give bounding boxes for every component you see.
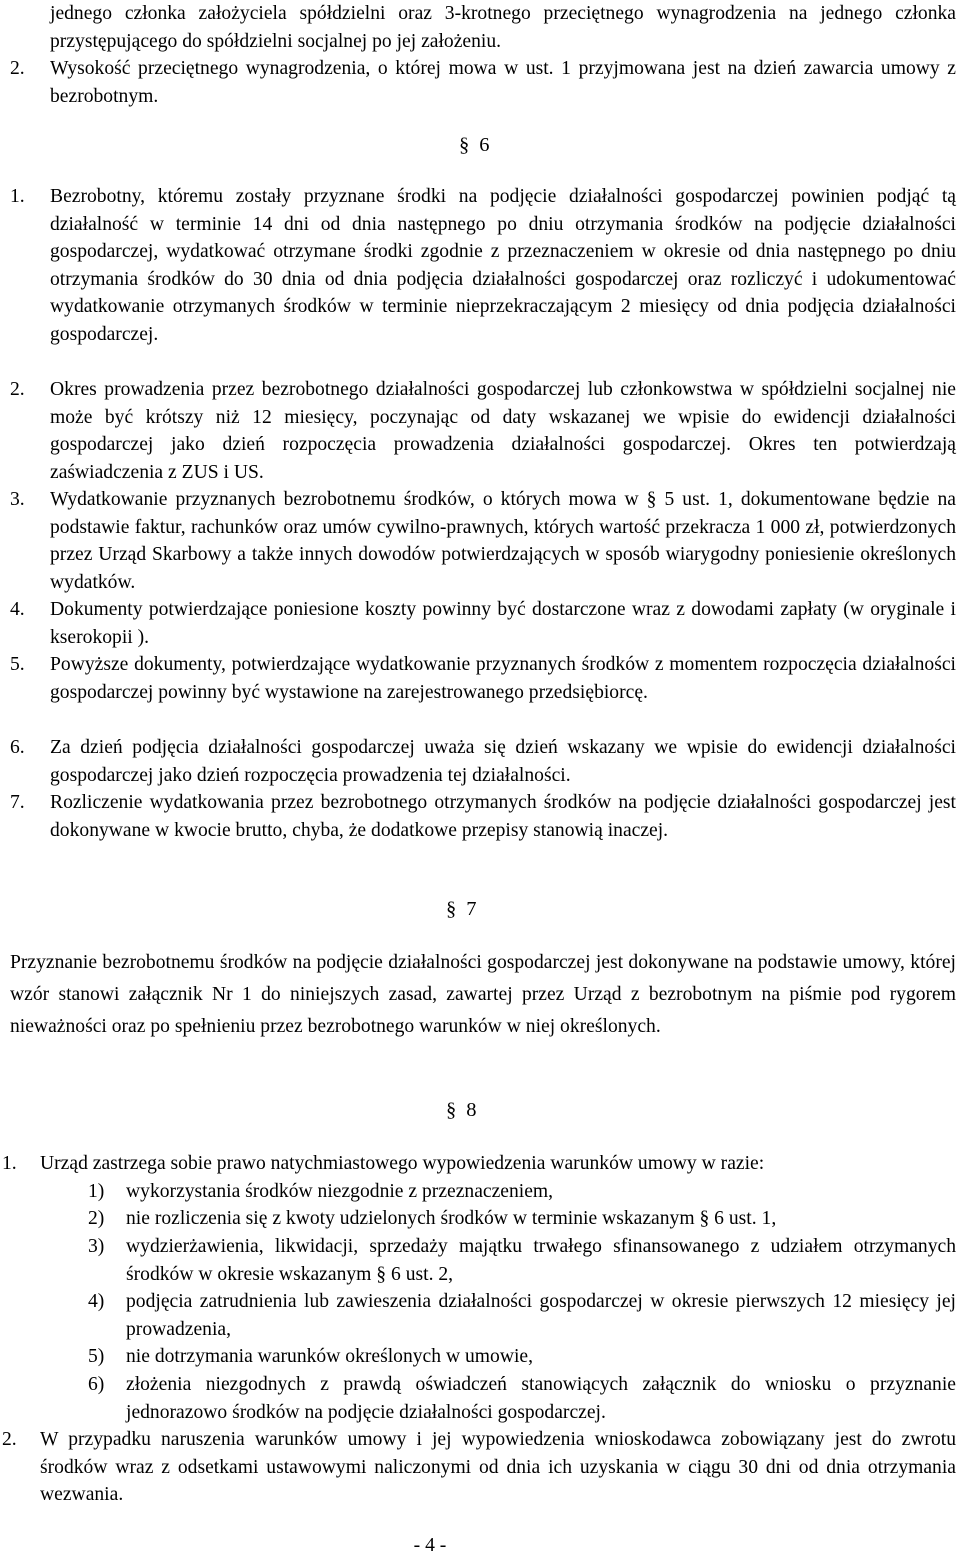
- item-text: Bezrobotny, któremu zostały przyznane środki na podjęcie działalności gospodarczej powinien podjąć tą działalność w terminie 14 dni od dnia następnego po dniu otrzymania środków na podjęcie działalności gospodarczej, wydatkować otrzymane środki zgodnie z przeznaczeniem w okresie od dnia następnego po dniu otrzymania środków do 30 dnia od dnia podjęcia działalności gospodarczej oraz rozliczyć i udokumentować wydatkowanie otrzymanych środków w terminie nieprzekraczającym 2 miesięcy od dnia podjęcia działalności gospodarczej.: [50, 186, 956, 345]
- item-number: 2.: [2, 1429, 17, 1450]
- subitem-number: 1): [88, 1181, 105, 1202]
- section-heading-8: [446, 1097, 477, 1125]
- item-number: 7.: [10, 792, 25, 813]
- subitem-number: 6): [88, 1374, 105, 1395]
- subitem-text: wydzierżawienia, likwidacji, sprzedaży majątku trwałego sfinansowanego z udziałem otrzymanych środków w okresie wskazanym § 6 ust. 2,: [126, 1236, 956, 1285]
- section-heading-7: [446, 896, 477, 924]
- subitem-text: złożenia niezgodnych z prawdą oświadczeń stanowiących załącznik do wniosku o przyznanie jednorazowo środków na podjęcie działalności gospodarczej.: [126, 1374, 956, 1423]
- item-number: 4.: [10, 599, 25, 620]
- item-text: Powyższe dokumenty, potwierdzające wydatkowanie przyznanych środków z momentem rozpoczęcia działalności gospodarczej powinny być wystawione na zarejestrowanego przedsiębiorcę.: [50, 654, 956, 703]
- subitem-number: 5): [88, 1346, 105, 1367]
- section-sign: §: [446, 1099, 457, 1121]
- page-number: - 4 -: [413, 1535, 447, 1556]
- section-number: 6: [479, 134, 490, 156]
- subitem-text: podjęcia zatrudnienia lub zawieszenia działalności gospodarczej w okresie pierwszych 12 miesięcy jej prowadzenia,: [126, 1291, 956, 1340]
- item-number: 1.: [10, 186, 25, 207]
- item-number: 2.: [10, 58, 25, 79]
- item-text: W przypadku naruszenia warunków umowy i jej wypowiedzenia wnioskodawca zobowiązany jest do zwrotu środków wraz z odsetkami ustawowymi naliczonymi od dnia ich uzyskania w ciągu 30 dni od dnia otrzymania wezwania.: [40, 1429, 956, 1505]
- item-text: Wydatkowanie przyznanych bezrobotnemu środków, o których mowa w § 5 ust. 1, dokumentowane będzie na podstawie faktur, rachunków oraz umów cywilno-prawnych, których wartość przekracza 1 000 zł, potwierdzonych przez Urząd Skarbowy a także innych dowodów potwierdzających w sposób wiarygodny poniesienie określonych wydatków.: [50, 489, 956, 593]
- item-text: Rozliczenie wydatkowania przez bezrobotnego otrzymanych środków na podjęcie działalności gospodarczej jest dokonywane w kwocie brutto, chyba, że dodatkowe przepisy stanowią inaczej.: [50, 792, 956, 841]
- subitem-text: nie dotrzymania warunków określonych w umowie,: [126, 1346, 534, 1367]
- item-text: Urząd zastrzega sobie prawo natychmiastowego wypowiedzenia warunków umowy w razie:: [40, 1153, 765, 1174]
- section-heading-6: [459, 132, 490, 160]
- item-number: 1.: [2, 1153, 17, 1174]
- continuation-text: jednego członka założyciela spółdzielni oraz 3-krotnego przeciętnego wynagrodzenia na jednego członka przystępującego do spółdzielni socjalnej po jej założeniu.: [50, 3, 956, 52]
- subitem-number: 3): [88, 1236, 105, 1257]
- item-number: 2.: [10, 379, 25, 400]
- subitem-number: 2): [88, 1208, 105, 1229]
- item-number: 3.: [10, 489, 25, 510]
- section-sign: §: [459, 134, 470, 156]
- section-number: 8: [466, 1099, 477, 1121]
- subitem-text: wykorzystania środków niezgodnie z przeznaczeniem,: [126, 1181, 554, 1202]
- section-number: 7: [466, 898, 477, 920]
- item-number: 5.: [10, 654, 25, 675]
- item-text: Okres prowadzenia przez bezrobotnego działalności gospodarczej lub członkowstwa w spółdzielni socjalnej nie może być krótszy niż 12 miesięcy, poczynając od daty wskazanej we wpisie do ewidencji działalności gospodarczej jako dzień rozpoczęcia prowadzenia działalności gospodarczej. Okres ten potwierdzają zaświadczenia z ZUS i US.: [50, 379, 956, 483]
- item-text: Wysokość przeciętnego wynagrodzenia, o której mowa w ust. 1 przyjmowana jest na dzień zawarcia umowy z bezrobotnym.: [50, 58, 956, 107]
- item-text: Dokumenty potwierdzające poniesione koszty powinny być dostarczone wraz z dowodami zapłaty (w oryginale i kserokopii ).: [50, 599, 956, 648]
- subitem-text: nie rozliczenia się z kwoty udzielonych środków w terminie wskazanym § 6 ust. 1,: [126, 1208, 777, 1229]
- item-number: 6.: [10, 737, 25, 758]
- section-7-text: Przyznanie bezrobotnemu środków na podjęcie działalności gospodarczej jest dokonywane na podstawie umowy, której wzór stanowi załącznik Nr 1 do niniejszych zasad, zawartej przez Urząd z bezrobotnym na piśmie pod rygorem nieważności oraz po spełnieniu przez bezrobotnego warunków w niej określonych.: [10, 952, 956, 1037]
- section-sign: §: [446, 898, 457, 920]
- subitem-number: 4): [88, 1291, 105, 1312]
- item-text: Za dzień podjęcia działalności gospodarczej uważa się dzień wskazany we wpisie do ewidencji działalności gospodarczej jako dzień rozpoczęcia prowadzenia tej działalności.: [50, 737, 956, 786]
